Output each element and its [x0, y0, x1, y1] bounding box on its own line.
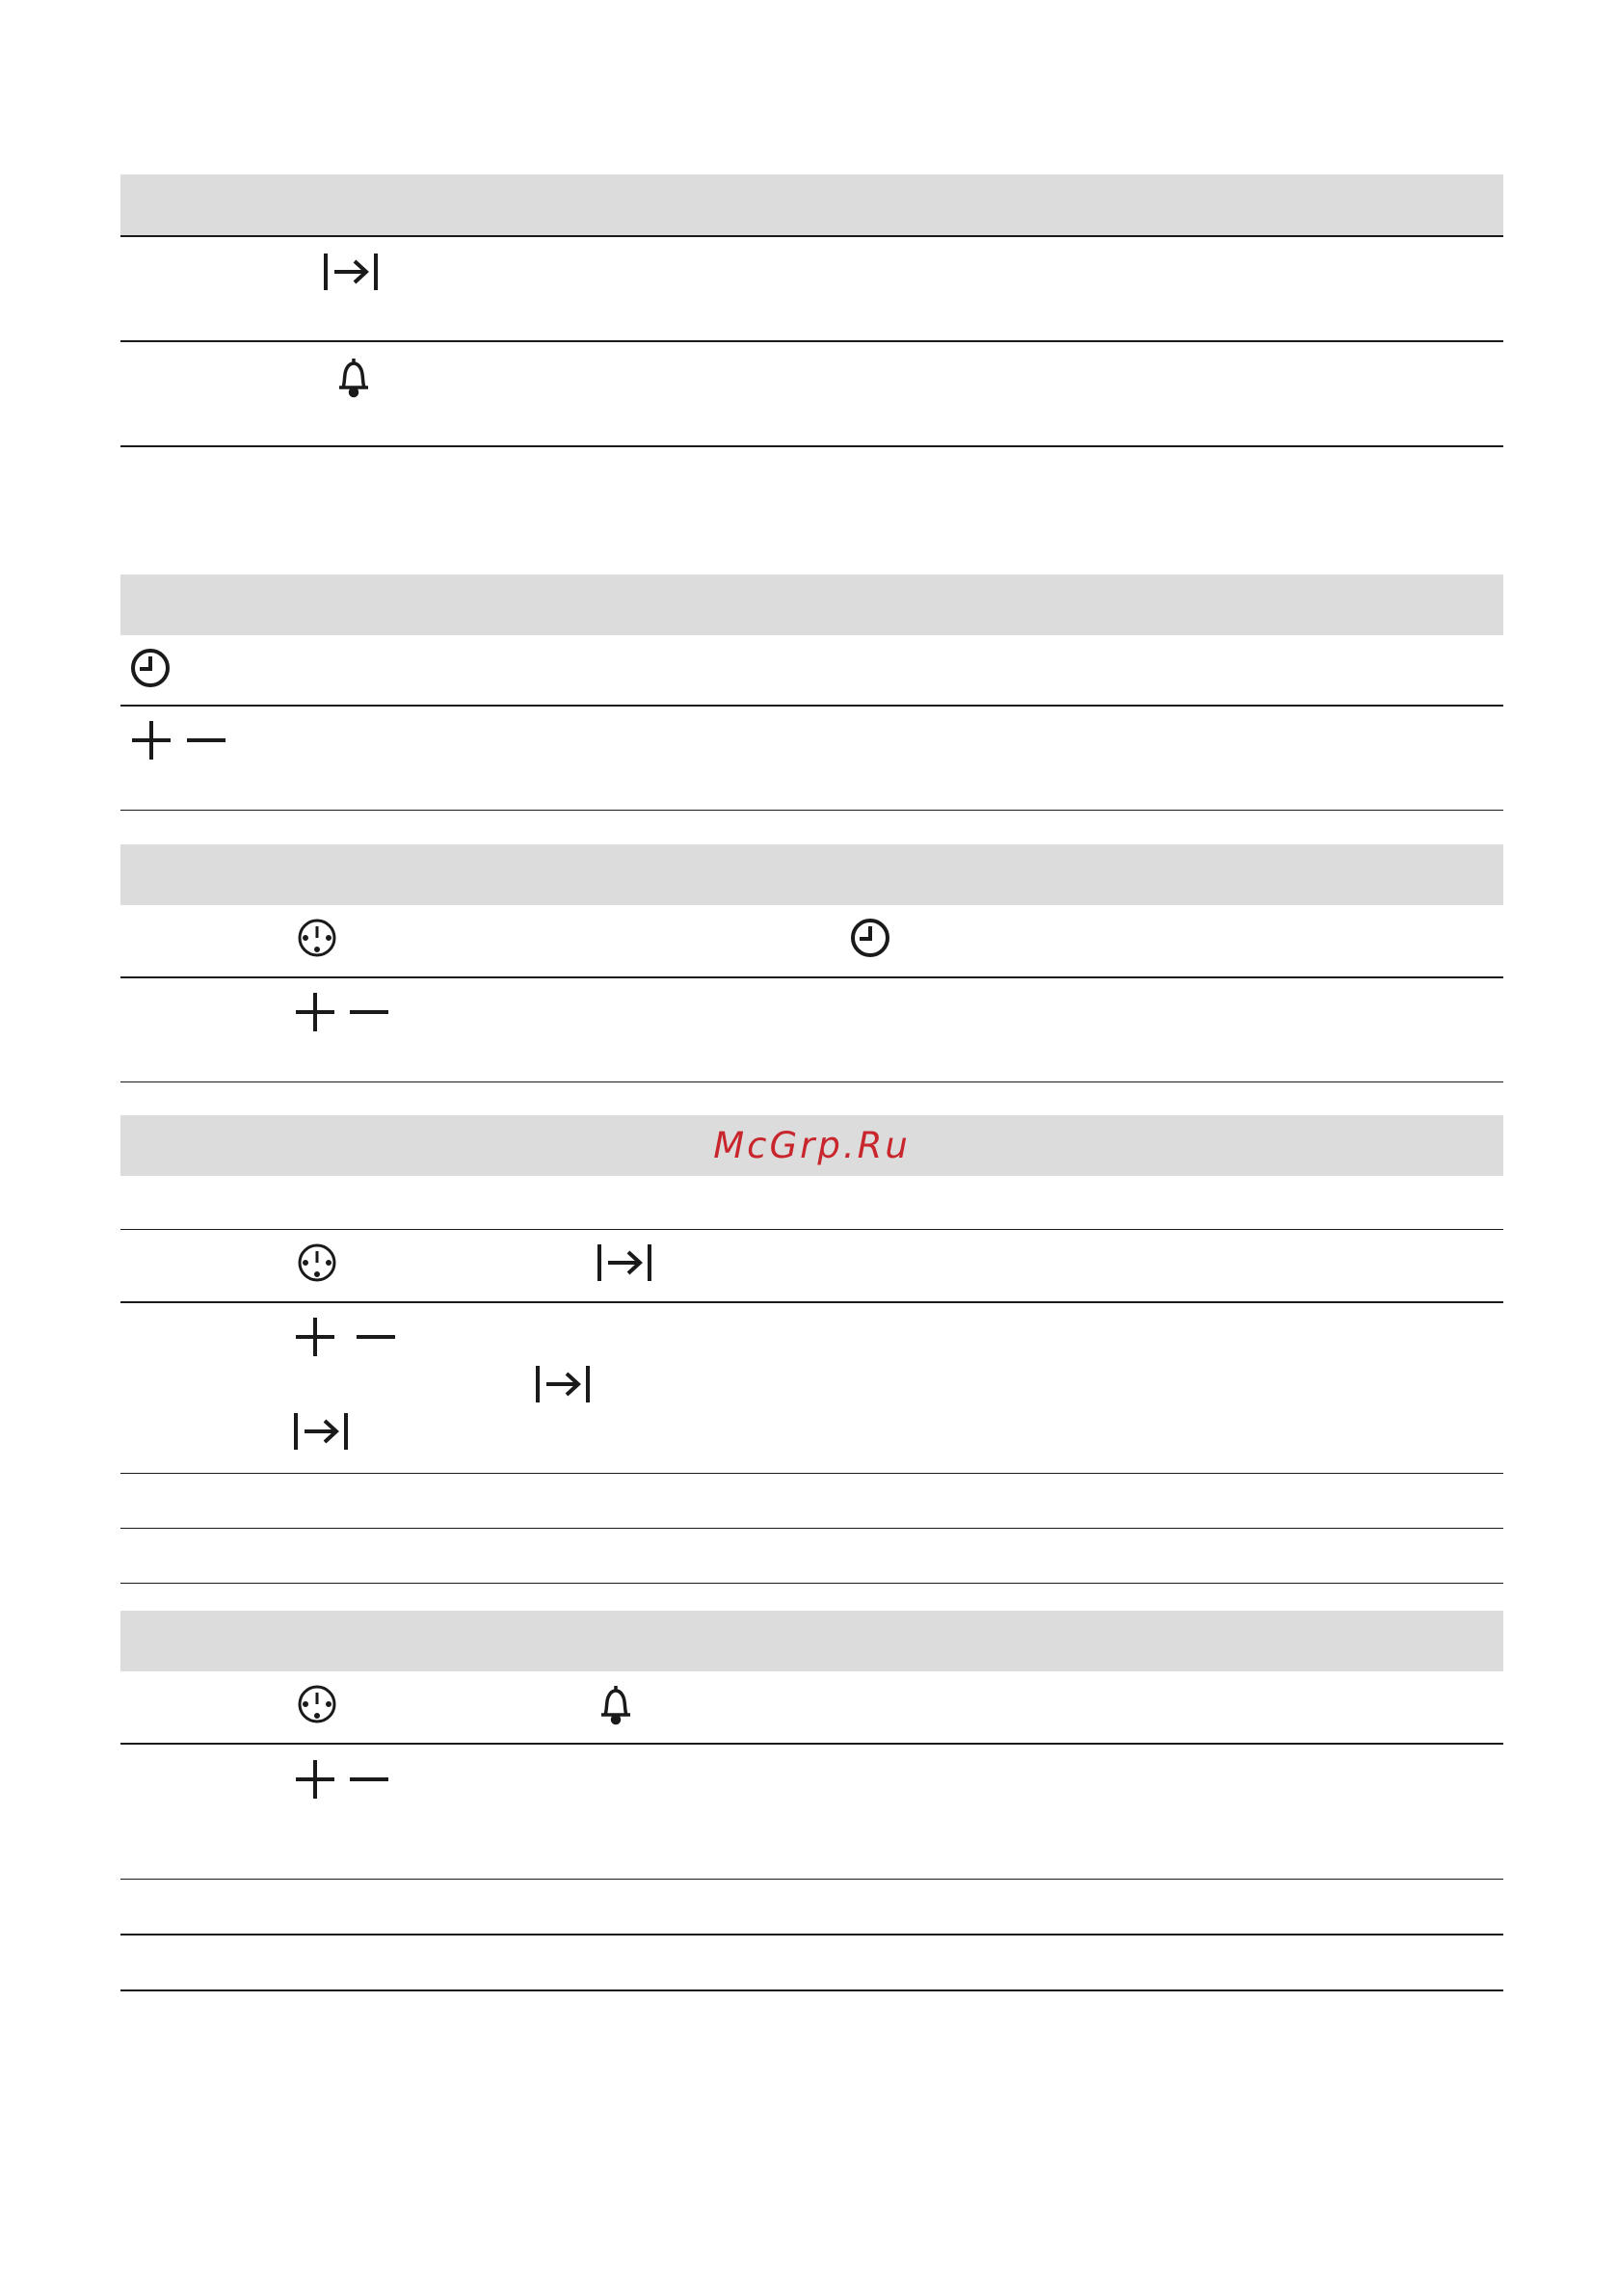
- table-row-step-3: [120, 1880, 1503, 1936]
- plus-icon: [294, 1316, 336, 1358]
- arrow-to-bar-icon: [597, 1242, 652, 1283]
- section-header-bar: [120, 844, 1503, 905]
- table-row-plus-minus: [120, 707, 1503, 811]
- watermark: McGrp.Ru: [713, 1125, 911, 1166]
- plus-icon: [294, 1758, 336, 1801]
- minus-icon: [348, 991, 390, 1033]
- table-row-step-3: [120, 1474, 1503, 1529]
- arrow-to-bar-icon: [293, 1411, 349, 1452]
- table-row-time: [120, 635, 1503, 707]
- dial-icon: [296, 1241, 338, 1284]
- section-header-bar: [120, 574, 1503, 635]
- clock-icon: [129, 647, 172, 689]
- section-duration: [120, 1115, 1503, 1584]
- section-header-bar: [120, 1115, 1503, 1176]
- bell-icon: [334, 356, 373, 398]
- table-row-step-1: [120, 1230, 1503, 1303]
- bell-icon: [597, 1683, 635, 1725]
- table-row-step-2: [120, 1745, 1503, 1880]
- table-row-intro: [120, 1176, 1503, 1230]
- minus-icon: [355, 1316, 397, 1358]
- clock-icon: [849, 917, 891, 959]
- dial-icon: [296, 917, 338, 959]
- section-changing-time: [120, 844, 1503, 1082]
- minus-icon: [348, 1758, 390, 1801]
- table-row-step-2: [120, 978, 1503, 1082]
- plus-icon: [130, 719, 172, 761]
- section-clock-functions: [120, 174, 1503, 447]
- arrow-to-bar-icon: [323, 252, 379, 292]
- table-row-step-4: [120, 1529, 1503, 1584]
- plus-icon: [294, 991, 336, 1033]
- table-row-minute-minder: [120, 342, 1503, 447]
- minus-icon: [185, 719, 227, 761]
- section-header-bar: [120, 1611, 1503, 1671]
- section-header-bar: [120, 174, 1503, 235]
- dial-icon: [296, 1683, 338, 1725]
- table-row-duration: [120, 235, 1503, 342]
- arrow-to-bar-icon: [535, 1364, 591, 1404]
- table-row-step-1: [120, 905, 1503, 978]
- table-row-step-2: [120, 1303, 1503, 1474]
- table-row-step-1: [120, 1671, 1503, 1745]
- section-setting-time: [120, 574, 1503, 811]
- table-row-step-4: [120, 1936, 1503, 1991]
- section-minute-minder: [120, 1611, 1503, 1991]
